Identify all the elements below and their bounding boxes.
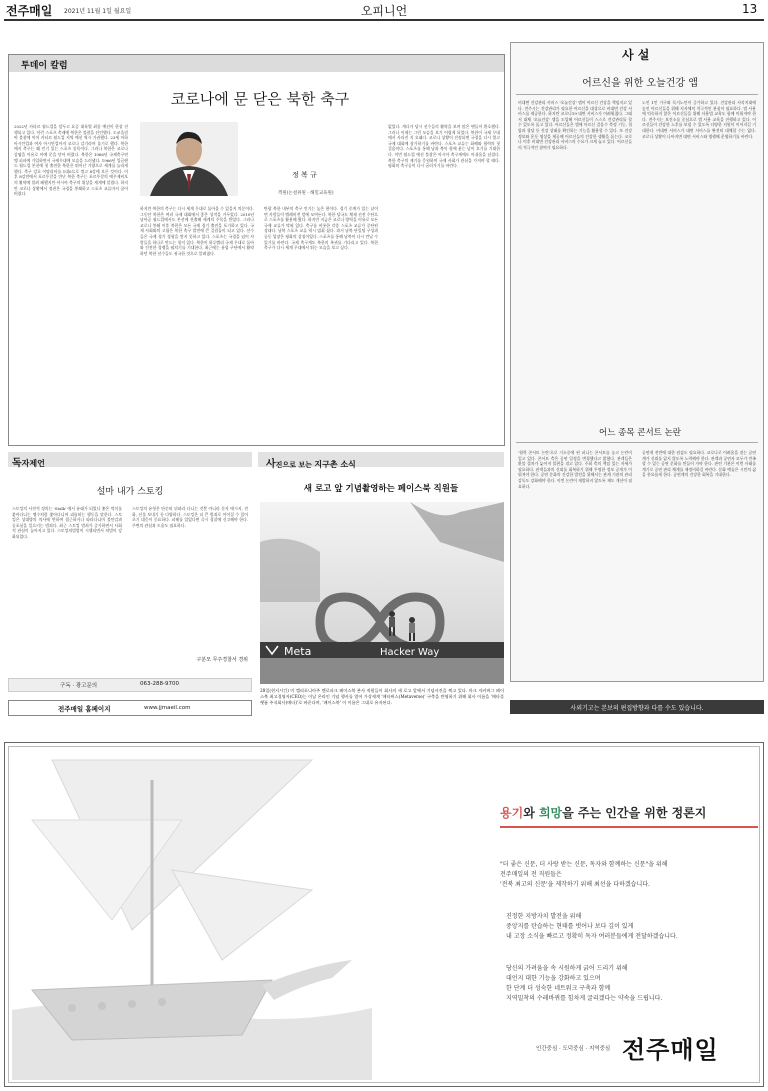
ad-paragraph-3 (506, 964, 760, 1004)
ad-line: "더 좋은 신문, 더 사랑 받는 신문, 독자와 함께하는 신문"을 위해 (500, 861, 668, 868)
ad-paragraph-2 (506, 912, 760, 942)
photo-news-title: 새 로고 앞 기념촬영하는 페이스북 직원들 (303, 484, 459, 494)
section-title: 오피니언 (360, 4, 408, 18)
ad-slogan-underline (500, 826, 758, 828)
column-title: 코로나에 문 닫은 북한 축구 (170, 90, 350, 108)
essay-byline: 구분모 무주경찰서 경위 (196, 657, 248, 663)
editorial-subtitle: 어느 종목 콘서트 논란 (598, 428, 681, 438)
ad-slogan-word1: 용기 (500, 806, 524, 820)
essay-title: 설마 내가 스토킹 (96, 487, 164, 497)
editorial-title: 어르신을 위한 오늘건강 앱 (582, 78, 698, 89)
author-portrait-image (140, 122, 238, 196)
ad-line: 지역밀착의 수레바퀴를 힘차게 굴리겠다는 약속을 드립니다. (506, 995, 663, 1002)
ad-line: 전주매일의 전 직원들은 (500, 871, 562, 878)
photo-news-image (260, 502, 504, 684)
author-name: 정 복 규 (292, 171, 317, 179)
ad-paragraph-1 (500, 860, 760, 890)
ad-line: 대언지 대한 기능을 강화하고 있으며 (506, 975, 601, 982)
column-col2-text: 하지만 북한의 축구는 다시 세계 무대로 돌아올 수 있을지 의문이다. 그동안 북한은 여러 국제 대회에서 좋은 성적을 거두었다. 2010년 남아공 월드컵에서도 본선에 진출해 세계의 주목을 받았다. 그러나 코로나 봉쇄 이후 북한은 모든 국제 경기 출전을 포기하고 있다. 국제 사회와의 고립은 북한 축구 발전에 큰 걸림돌이 되고 있다. 선수들은 국제 경기 경험을 쌓지 못하고 있다. 스포츠는 국경을 넘어 사람들을 하나로 만드는 힘이 있다. 북한이 하루빨리 국제 무대로 돌아와 건전한 경쟁을 펼치기를 기대한다. 최근에는 유럽 구단에서 활약하던 북한 선수들도 귀국한 것으로 알려졌다. (140, 206, 254, 256)
photo-banner-rest1: 진으로 보는 (275, 461, 315, 469)
author-photo (140, 122, 238, 196)
ad-line: 당신의 가려움을 속 시원하게 긁어 드리기 위해 (506, 965, 628, 972)
essay-banner-rest: 자제언 (21, 459, 45, 468)
essay-banner-prefix: 독 (12, 458, 22, 469)
essay-banner (8, 452, 252, 467)
editorial-sub-body-right: 공연계 전반에 대한 점검도 필요하다. 코로나로 어려움을 겪는 공연계가 신뢰를 잃지 않도록 노력해야 한다. 관객과 공연자 모두가 만족할 수 있는 공연 문화를 만들어 가야 한다. 관련 기관은 이번 사태를 계기로 공연 관리 체계를 재정비하길 바란다. 문화 예술은 시민의 삶을 풍요롭게 한다. 공연계의 건강한 회복을 기대한다. (642, 450, 756, 478)
homepage-link[interactable]: www.jjmaeil.com (144, 705, 191, 711)
editorial-disclaimer: 사외기고는 본보의 편집방향과 다를 수도 있습니다. (510, 700, 764, 714)
ad-brand-logo: 전주매일 (622, 1036, 719, 1064)
editorial-subtitle-rule (516, 442, 758, 443)
header-divider (4, 19, 764, 21)
subscription-box (8, 678, 252, 692)
ad-line: '전북 최고의 신문'을 제작하기 위해 최선을 다하겠습니다. (500, 881, 650, 888)
sailboat-image (12, 750, 372, 1080)
column-col4-text: 없었다. 게다가 당시 선수들의 활약을 보며 많은 팬들이 환호했다. 그러나 이제는 그런 모습을 보기 어렵게 되었다. 북한이 국제 무대에서 사라진 지 오래다. 코로나 상황이 진정되면 국경을 다시 열고 국제 대회에 참가하기를 바란다. 스포츠 교류는 화해와 협력의 첫걸음이다. 스포츠를 통해 남과 북이 함께 웃는 날이 오기를 기대한다. 이번 월드컵 예선 불참은 아시아 축구계에도 아쉬움을 남겼다. 북한 축구의 재기를 응원하며 국제 사회가 관심을 가져야 할 때다. 평화의 축구공이 다시 굴러가기를 바란다. (388, 124, 500, 169)
column-banner: 투데이 칼럼 (9, 55, 504, 72)
sign-street-text: Hacker Way (380, 647, 440, 658)
ad-line: 한 단계 더 성숙한 네트워크 구축과 함께 (506, 985, 611, 992)
ad-tagline: 인간중심 · 도덕중심 · 지역중심 (536, 1046, 611, 1052)
editorial-sub-body-left: '협력 콘서트 논란'으로 기소중에 된 퍼니는 콘서트를 놓고 논란이 일고 있다. 콘서트 측은 공연 일정을 변경했다고 밝혔다. 관객들은 환불 절차가 늦어져 불편을 겪고 있다. 주최 측의 책임 있는 자세가 필요하다. 관객들과의 신뢰를 회복하기 위해 투명한 정보 공개가 이뤄져야 한다. 공연 문화의 건강한 발전을 위해서는 관계 기관의 관리 감독도 강화해야 한다. 이번 논란이 재발하지 않도록 제도 개선이 필요하다. (518, 450, 632, 489)
photo-news-caption: 28일(현지시간) 미 캘리포니아주 멘로파크 페이스북 본사 직원들이 회사의 새 로고 앞에서 기념사진을 찍고 있다. 마크 저커버그 페이스북 최고경영자(CEO)는 이날 온라인 기념 행사를 열어 가상세계 '메타버스(Metaverse)' 구축을 반영하기 위해 회사 이름을 '메타플랫폼 주식회사(메타)'로 바꾼다며, '페이스북' 이 이름은 그대로 유지된다. (260, 688, 504, 705)
issue-date: 2021년 11월 1일 월요일 (64, 8, 132, 15)
ad-slogan-mid: 와 (523, 806, 539, 820)
author-title: 객원(논설위원 · 해밀교육원) (278, 191, 334, 196)
meta-sign-photo (260, 502, 504, 684)
ad-slogan-rest: 을 주는 인간을 위한 정론지 (562, 806, 707, 820)
column-body-col1 (14, 124, 128, 440)
page-number: 13 (742, 2, 758, 16)
column-col1-text: 2022년 카타르 월드컵을 앞두고 요즘 대륙별 최종 예선이 한창 진행되고 있다. 이런 스포츠 축제에 북한은 불참을 선언했다. 도쿄올림픽 불참에 이어 카타르 월드컵 지역 예선 역시 기권했다. 23세 이하 아시안컵과 여자 아시안컵까지 코로나 감기라며 물기로 했다. 북한에서 축구는 왜 인기 있는 스포츠 종목이다. 그러나 북한은 코로나 감염을 이유로 아예 문을 닫아 버렸다. 북한은 1966년 국제축구연맹 피파에 가입하면서 국제무대에 모습을 드러냈다. 1966년 잉글랜드 월드컵 본선에 첫 출전한 북한은 뛰어난 기량으로 세계를 놀라게 했다. 축구 강호 이탈리아를 1대0으로 꺾고 8강에 오른 것이다. 이후 8강전에서 포르투갈을 만난 북한 축구는 포르투갈의 에우제비오의 활약에 밀려 패했지만 아시아 축구의 위상을 세계에 알렸다. 하지만 코로나 상황에서 정권은 국경을 봉쇄하고 스포츠 교류마저 끊어 버렸다. (14, 124, 128, 197)
column-col3-text: 탄광 북한 내부의 축구 인기는 높은 편이다. 경기 중계가 있는 날이면 사람들이 텔레비전 앞에 모여든다. 북한 당국도 체제 선전 수단으로 스포츠를 활용해 왔다. 하지만 지금은 코로나 방역을 이유로 모든 국제 교류가 막혀 있다. 축구를 비롯한 각종 스포츠 교류가 중단된 상태다. 남북 스포츠 교류 역시 멈춰 섰다. 과거 남북 단일팀 구성과 공동 입장은 평화의 상징이었다. 스포츠를 통해 남북이 다시 만날 수 있기를 바란다. 국제 축구계도 북한의 복귀를 기다리고 있다. 북한 축구가 다시 세계 무대에서 뛰는 모습을 보고 싶다. (264, 206, 378, 251)
ad-line: 진정한 지방자치 발전을 위해 (506, 913, 582, 920)
ad-slogan-word2: 희망 (538, 806, 563, 820)
ad-slogan (500, 804, 706, 821)
essay-body-right: 스토킹의 유형은 단순히 뒤따라 다니는 것뿐 아니라 문자 메시지, 전화, 선물 보내기 등 다양하다. 스토킹은 더 큰 범죄로 이어질 수 있어 초기 대응이 중요하다. 피해를 입었다면 즉시 경찰에 신고해야 한다. 주변의 관심과 도움도 필요하다. (132, 506, 248, 528)
subscription-phone[interactable]: 063-288-9700 (140, 681, 179, 687)
subscription-label: 구독 · 광고문의 (60, 683, 98, 689)
homepage-box (8, 700, 252, 716)
photo-banner-prefix: 사 (266, 459, 276, 470)
photo-news-banner (258, 452, 504, 470)
photo-banner-rest2: 지구촌 소식 (314, 460, 356, 469)
editorial-body-left: 비대면 건강관리 서비스 '오늘건강' 앱이 어르신 건강을 책임지고 있다. 전주시는 건강관리가 필요한 어르신을 대상으로 비대면 건강 서비스를 제공한다. 하지만 코로나19 대면 서비스가 어려워졌다. 그래서 대체 '오늘건강' 앱을 도입해 어르신들이 스스로 건강관리를 할 수 있도록 돕고 있다. 어르신들은 앱에 어르신 걸음수 측정 기능, 혈압과 혈당 등 건강 상태를 확인하는 기능을 활용할 수 있다. 또 건강 정보와 운동 영상을 제공해 어르신들의 건강한 생활을 돕는다. 코로나 이후 비대면 건강관리 서비스의 수요가 크게 늘고 있다. 어르신들의 적극적인 참여가 필요하다. (518, 100, 632, 150)
ad-line: 내 고장 소식을 빠르고 정확히 독자 여러분들에게 전달하겠습니다. (506, 933, 678, 940)
column-body-col2 (140, 206, 254, 440)
homepage-label: 전주매일 홈페이지 (58, 705, 111, 713)
column-body-col4 (388, 124, 500, 440)
ad-line: 중앙지를 탄습하는 현태를 벗어나 보다 깊이 있게 (506, 923, 634, 930)
essay-body-left: 스토킹의 사전적 정의는 'Stalk' 에서 유래가 되었다 좇은 먹이를 쫓아다니는 맹수처럼 쫓아다니며 괴롭히는 행동을 말한다. 스토킹은 상대방의 의사에 반하여 접근하거나 따라다니며 불안감과 공포심을 일으키는 범죄다. 최근 스토킹 범죄가 증가하면서 사회적 관심이 높아지고 있다. 스토킹처벌법이 시행되면서 처벌이 강화되었다. (12, 506, 122, 539)
editorial-body-right: 노인 1인 가구와 독거노인이 증가하고 있다. 건강관리 사각지대에 놓인 어르신들을 위해 지자체의 적극적인 관심이 필요하다. 앱 사용에 익숙하지 않은 어르신들을 위해 사용법 교육도 함께 이뤄져야 한다. 전주시는 보건소를 중심으로 앱 사용 교육을 진행하고 있다. 어르신들이 건강한 노후를 보낼 수 있도록 다양한 지원이 이어지길 기대한다. 비대면 서비스가 대면 서비스를 완전히 대체할 수는 없다. 코로나 상황이 나아지면 대면 서비스와 병행해 운영하기를 바란다. (642, 100, 756, 139)
editorial-banner: 사 설 (622, 48, 650, 62)
ad-boat-illustration (12, 750, 372, 1080)
meta-logo-text: Meta (284, 645, 312, 658)
editorial-title-rule (516, 94, 758, 95)
masthead-paper-name: 전주매일 (6, 4, 53, 18)
column-body-col3 (264, 206, 378, 440)
